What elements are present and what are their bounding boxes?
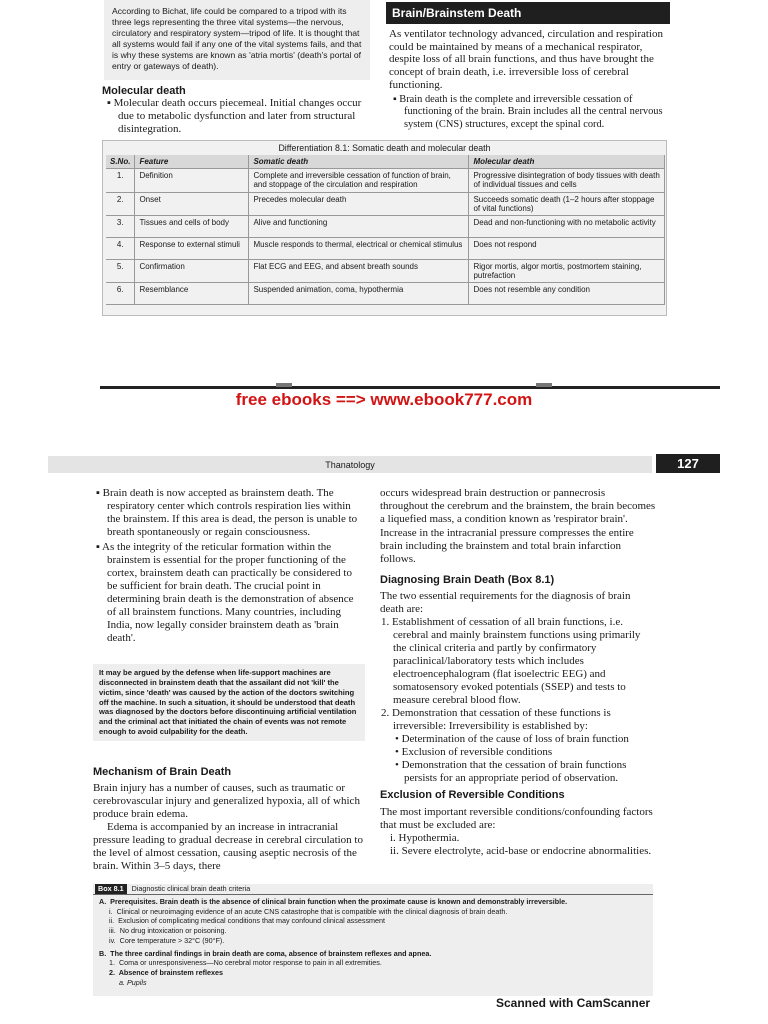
table-row xyxy=(106,259,665,282)
cell: Confirmation xyxy=(135,259,249,282)
cell: 3. xyxy=(106,215,135,237)
defense-argument-box: It may be argued by the defense when life-support machines are disconnected in brainstem death that the assailant did not 'kill' the victim, since 'death' was caused by the action of the doctors switching off the machine. In such a situation, it should be understood that death was diagnosed by the doctors before discontinuing artificial ventilation and the criminal act that initiated the chain of events was not remote enough to avoid culpability for the death. xyxy=(93,664,365,741)
page-divider xyxy=(100,386,720,389)
box-line: ii. Exclusion of complicating medical conditions that may confound clinical assessment xyxy=(99,916,386,926)
mechanism-text xyxy=(93,782,365,873)
cell: 6. xyxy=(106,283,135,305)
mechanism-heading: Mechanism of Brain Death xyxy=(93,766,232,778)
header-molecular: Molecular death xyxy=(469,155,665,169)
cell: Complete and irreversible cessation of function of brain, and stoppage of the circulation and respiration xyxy=(249,169,469,192)
divider-mark xyxy=(536,383,552,387)
cell: Rigor mortis, algor mortis, postmortem staining, putrefaction xyxy=(469,259,665,282)
table-row xyxy=(106,215,665,237)
cell: Dead and non-functioning with no metabolic activity xyxy=(469,215,665,237)
brain-death-bullet: ▪ Brain death is the complete and irreversible cessation of functioning of the brain. Brain includes all the central nervous system (CNS) structures, except the spinal cord. xyxy=(393,94,663,130)
cell: 4. xyxy=(106,237,135,259)
box-body xyxy=(99,897,649,987)
differentiation-table-box xyxy=(102,140,667,316)
table-row xyxy=(106,283,665,305)
respirator-brain-text: occurs widespread brain destruction or pannecrosis throughout the cerebrum and the brainstem, the brain becomes a liquefied mass, a condition known as 'respirator brain'. Increase in the intracranial pressure compresses the entire brain including the brainstem and total brain infarction follows. xyxy=(380,487,656,565)
cell: 1. xyxy=(106,169,135,192)
running-head: Thanatology xyxy=(48,456,652,473)
box-line: i. Clinical or neuroimaging evidence of an acute CNS catastrophe that is compatible with the clinical diagnosis of brain death. xyxy=(99,906,508,916)
cell: Progressive disintegration of body tissues with death of individual tissues and cells xyxy=(469,169,665,192)
cell: Resemblance xyxy=(135,283,249,305)
header-feature: Feature xyxy=(135,155,249,169)
cell: Muscle responds to thermal, electrical or chemical stimulus xyxy=(249,237,469,259)
box-line: B. The three cardinal findings in brain death are coma, absence of brainstem reflexes and apnea. xyxy=(99,948,432,958)
list-item: • Demonstration that the cessation of brain functions persists for an appropriate period of observation. xyxy=(395,758,627,784)
mechanism-para-2: Edema is accompanied by an increase in intracranial pressure leading to gradual decrease in cerebral circulation to the level of almost cessation, causing aseptic necrosis of the brain. Within 3–5 days, there xyxy=(93,820,363,872)
cell: Succeeds somatic death (1–2 hours after stoppage of vital functions) xyxy=(469,192,665,215)
box-line: 1. Coma or unresponsiveness—No cerebral motor response to pain in all extremities. xyxy=(99,958,382,968)
box-line: A. Prerequisites. Brain death is the absence of clinical brain function when the proximate cause is known and demonstrably irreversible. xyxy=(99,897,568,906)
box-8-1 xyxy=(93,884,653,996)
cell: Tissues and cells of body xyxy=(135,215,249,237)
cell: Flat ECG and EEG, and absent breath sounds xyxy=(249,259,469,282)
header-sno: S.No. xyxy=(106,155,135,169)
molecular-death-text: Molecular death occurs piecemeal. Initial changes occur due to metabolic dysfunction and later from structural disintegration. xyxy=(113,97,362,136)
box-line: a. Pupils xyxy=(99,977,147,987)
divider-mark xyxy=(276,383,292,387)
brain-death-heading: Brain/Brainstem Death xyxy=(386,2,670,24)
cell: Alive and functioning xyxy=(249,215,469,237)
cell: Does not respond xyxy=(469,237,665,259)
diagnosing-heading: Diagnosing Brain Death (Box 8.1) xyxy=(380,574,555,586)
cell: Response to external stimuli xyxy=(135,237,249,259)
table-row xyxy=(106,169,665,192)
brain-death-bullet-text: Brain death is the complete and irreversible cessation of functioning of the brain. Brain includes all the central nervous system (CNS) structures, except the spinal cord. xyxy=(399,94,663,130)
exclusion-item: ii. Severe electrolyte, acid-base or endocrine abnormalities. xyxy=(390,844,652,857)
dot-text: Exclusion of reversible conditions xyxy=(401,745,553,758)
scanner-watermark: Scanned with CamScanner xyxy=(496,996,651,1010)
cell: Suspended animation, coma, hypothermia xyxy=(249,283,469,305)
box-line: iii. No drug intoxication or poisoning. xyxy=(99,926,227,936)
mechanism-para-1: Brain injury has a number of causes, such as traumatic or cerebrovascular injury and generalized hypoxia, all of which produce brain edema. xyxy=(93,782,360,820)
cell: 5. xyxy=(106,259,135,282)
diagnosing-intro: The two essential requirements for the diagnosis of brain death are: xyxy=(380,590,631,615)
cell: Definition xyxy=(135,169,249,192)
tripod-box: According to Bichat, life could be compared to a tripod with its three legs representing the three vital systems—the nervous, circulatory and respiratory system—tripod of life. It is thought that all systems would fail if any one of the vital systems fails, and that is why these systems are known as 'atria mortis' (death's portal of entry or gateways of death). xyxy=(104,0,370,80)
box-line: iv. Core temperature > 32°C (90°F). xyxy=(99,935,225,945)
cell: Onset xyxy=(135,192,249,215)
cell: Precedes molecular death xyxy=(249,192,469,215)
differentiation-table xyxy=(106,155,665,305)
list-item: • Determination of the cause of loss of brain function xyxy=(395,732,629,745)
requirement-2: 2. Demonstration that cessation of these functions is irreversible: Irreversibility is established by: xyxy=(381,706,611,732)
molecular-death-bullet: ▪ Molecular death occurs piecemeal. Initial changes occur due to metabolic dysfunction and later from structural disintegration. xyxy=(107,97,362,136)
table-header-row xyxy=(106,155,665,169)
table-row xyxy=(106,237,665,259)
exclusion-intro: The most important reversible conditions/confounding factors that must be excluded are: xyxy=(380,806,653,831)
brainstem-text: Brain death is now accepted as brainstem death. The respiratory center which controls respiration lies within the brainstem. If this area is dead, the person is unable to breath spontaneously or regain consciousness. xyxy=(102,487,358,538)
table-row xyxy=(106,192,665,215)
molecular-death-heading: Molecular death xyxy=(102,85,186,97)
page-number: 127 xyxy=(656,454,720,473)
reticular-text: As the integrity of the reticular formation within the brainstem is essential for the proper functioning of the cortex, brainstem death can practically be considered to be sufficient for brain death. The crucial point in determining brain death is the demonstration of absence of all brainstem functions. Many countries, including India, now legally consider brainstem death as 'brain death'. xyxy=(102,540,354,644)
differentiation-caption: Differentiation 8.1: Somatic death and molecular death xyxy=(278,143,491,153)
requirement-1: 1. Establishment of cessation of all brain functions, i.e. cerebral and mainly brainstem functions using primarily the clinical criteria and partly by confirmatory paraclinical/laboratory tests which includes electroencephalogram (flat isoelectric EEG) and somatosensory evoked potentials (SSEP) and tests to measure cerebral blood flow. xyxy=(381,615,641,706)
list-item: ▪ Brain death is now accepted as brainstem death. The respiratory center which controls respiration lies within the brainstem. If this area is dead, the person is unable to breath spontaneously or regain consciousness. xyxy=(96,487,358,538)
exclusion-item: i. Hypothermia. xyxy=(390,831,460,844)
exclusion-text xyxy=(380,806,656,858)
list-item: • Exclusion of reversible conditions xyxy=(395,745,553,758)
cell: Does not resemble any condition xyxy=(469,283,665,305)
dot-text: Determination of the cause of loss of brain function xyxy=(401,732,629,745)
box-title xyxy=(93,884,653,895)
brain-death-text: As ventilator technology advanced, circulation and respiration could be maintained by means of a mechanical respirator, despite loss of all brain functions, and thus have brought the concept of brain death, i.e. irreversible loss of cerebral functioning. xyxy=(389,28,663,91)
dot-text: Demonstration that the cessation of brain functions persists for an appropriate period of observation. xyxy=(401,758,627,784)
diagnosing-text xyxy=(380,590,656,785)
exclusion-heading: Exclusion of Reversible Conditions xyxy=(380,789,565,801)
box-tag: Box 8.1 xyxy=(95,884,127,894)
box-title-text: Diagnostic clinical brain death criteria xyxy=(131,884,251,893)
ebook-banner-link[interactable]: free ebooks ==> www.ebook777.com xyxy=(235,390,533,409)
box-line: 2. Absence of brainstem reflexes xyxy=(99,968,223,978)
header-somatic: Somatic death xyxy=(249,155,469,169)
left-column xyxy=(93,487,365,647)
list-item: ▪ As the integrity of the reticular formation within the brainstem is essential for the proper functioning of the cortex, brainstem death can practically be considered to be sufficient for brain death. The crucial point in determining brain death is the demonstration of absence of all brainstem functions. Many countries, including India, now legally consider brainstem death as 'brain death'. xyxy=(96,540,354,644)
cell: 2. xyxy=(106,192,135,215)
